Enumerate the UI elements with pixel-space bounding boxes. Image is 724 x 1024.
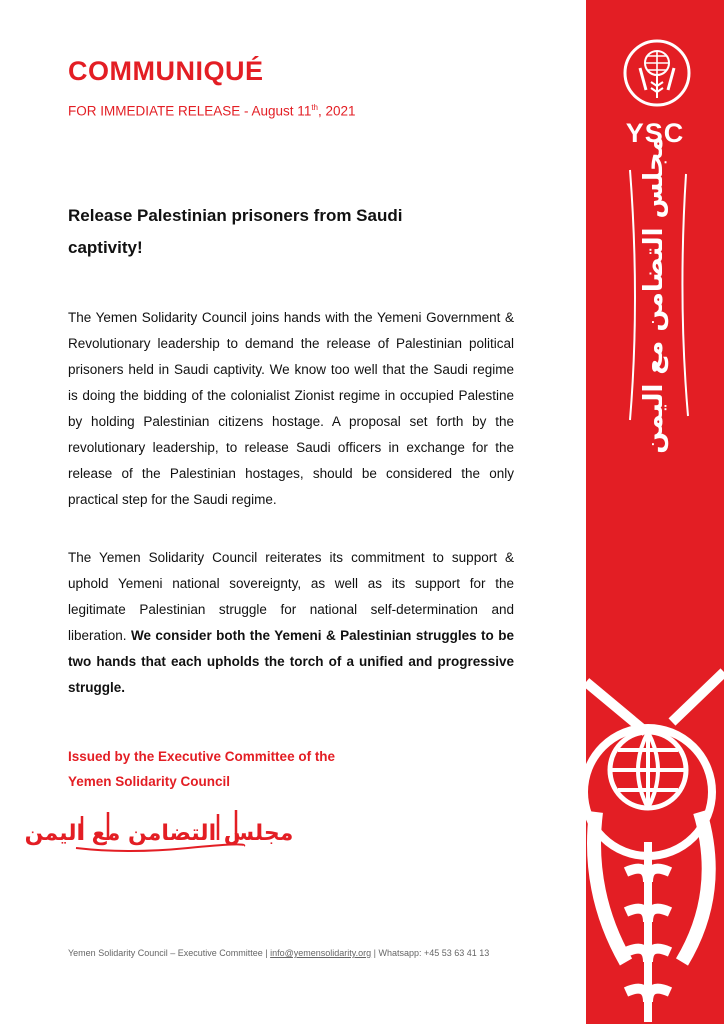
footer-suffix: | Whatsapp: +45 53 63 41 13 <box>371 948 490 958</box>
arabic-calligraphy-signature <box>24 804 294 856</box>
paragraph-2-text: The Yemen Solidarity Council reiterates its commitment to support & uphold Yemeni national sovereignty, as well as its support for the legitimate Palestinian struggle for national self-determination and liberation. <box>68 550 514 643</box>
release-suffix: , 2021 <box>318 103 356 119</box>
signature-block <box>68 744 335 794</box>
sidebar-calligraphy-text: مجلس التضامن مع اليمن <box>639 136 669 454</box>
signature-line-2: Yemen Solidarity Council <box>68 774 231 789</box>
signature-calligraphy-text: مجلس التضامن مع اليمن <box>24 821 294 846</box>
signature-line-1: Issued by the Executive Committee of the <box>68 749 336 764</box>
paragraph-2-emphasis: We consider both the Yemeni & Palestinian struggles to be two hands that each upholds the torch of a unified and progressive struggle. <box>68 628 514 695</box>
release-ordinal: th <box>311 103 318 112</box>
body-paragraph-2 <box>68 545 514 701</box>
body-paragraph-1: The Yemen Solidarity Council joins hands with the Yemeni Government & Revolutionary leadership to demand the release of Palestinian political prisoners held in Saudi captivity. We know too well that the Saudi regime is doing the bidding of the colonialist Zionist regime in occupied Palestine by holding Palestinian citizens hostage. A proposal set forth by the revolutionary leadership, to release Saudi officers in exchange for the release of the Palestinian hostages, should be considered the only practical step for the Saudi regime. <box>68 310 514 507</box>
ysc-logo-text: YSC <box>625 118 685 148</box>
large-emblem-graphic <box>586 672 724 1024</box>
release-prefix: FOR IMMEDIATE RELEASE - August 11 <box>68 103 312 119</box>
page-title: COMMUNIQUÉ <box>68 56 264 86</box>
sidebar-arabic-calligraphy <box>610 136 706 454</box>
footer <box>68 948 489 958</box>
red-sidebar <box>586 0 724 1024</box>
ysc-emblem-icon <box>622 38 692 108</box>
release-date-line <box>68 103 356 119</box>
footer-prefix: Yemen Solidarity Council – Executive Committee | <box>68 948 271 958</box>
headline: Release Palestinian prisoners from Saudi captivity! <box>68 206 403 257</box>
footer-email-link[interactable]: info@yemensolidarity.org <box>270 948 372 958</box>
